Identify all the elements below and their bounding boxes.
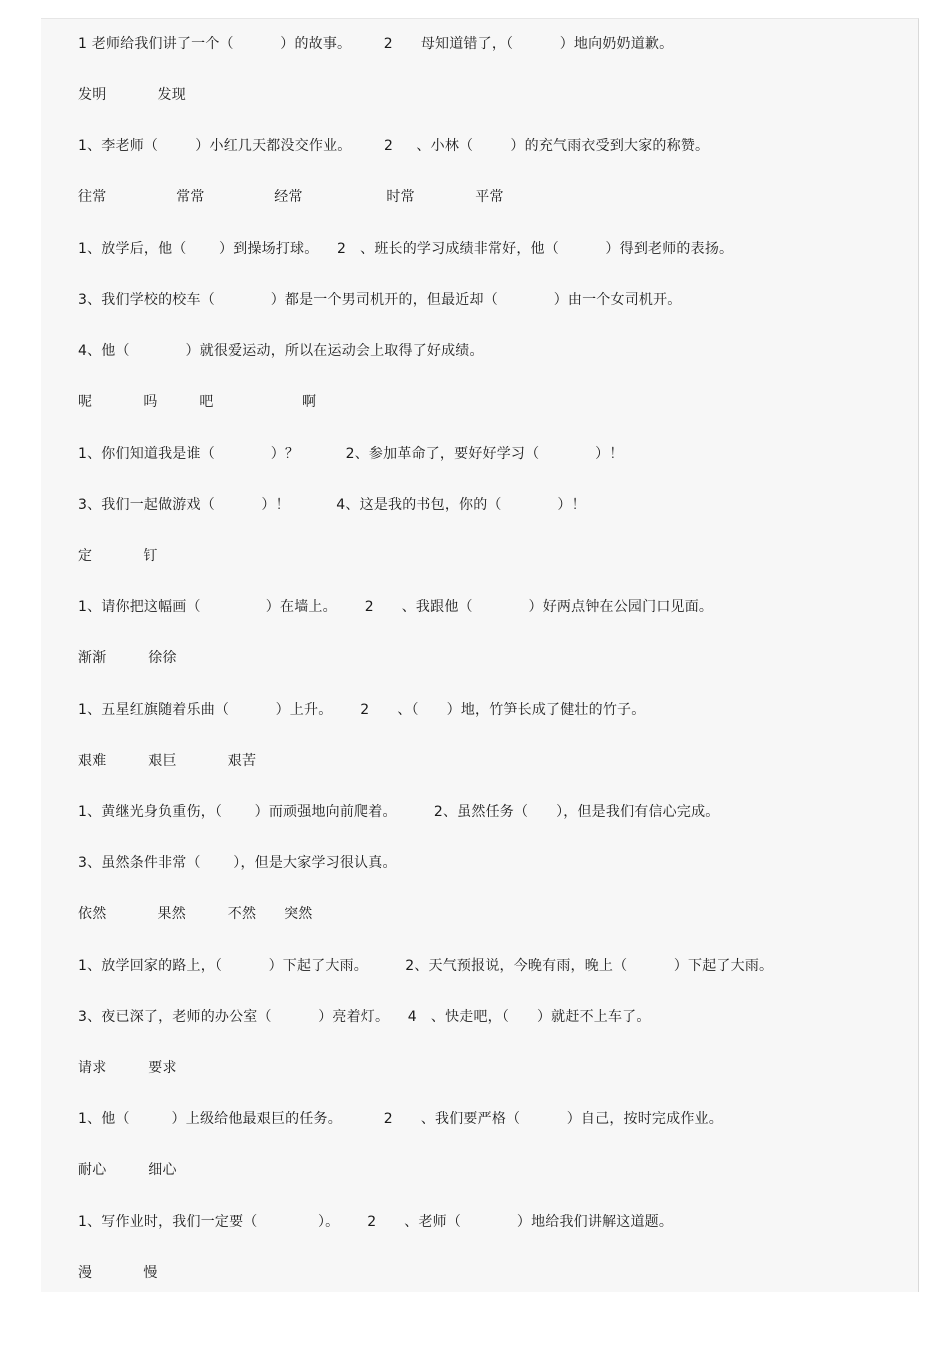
document-page xyxy=(41,18,919,1292)
text-line: 定 钉 xyxy=(78,548,158,564)
text-line: 艰难 艰巨 艰苦 xyxy=(78,753,257,769)
text-line: 呢 吗 吧 啊 xyxy=(78,394,317,410)
text-line: 漫 慢 xyxy=(78,1265,158,1281)
text-line: 耐心 细心 xyxy=(78,1162,177,1178)
text-line: 1、放学后，他（ ）到操场打球。 2 、班长的学习成绩非常好，他（ ）得到老师的表扬。 xyxy=(78,241,734,257)
text-line: 3、我们学校的校车（ ）都是一个男司机开的，但最近却（ ）由一个女司机开。 xyxy=(78,292,682,308)
text-line: 往常 常常 经常 时常 平常 xyxy=(78,189,504,205)
text-line: 发明 发现 xyxy=(78,87,186,103)
text-line: 请求 要求 xyxy=(78,1060,177,1076)
text-line: 1、黄继光身负重伤，（ ）而顽强地向前爬着。 2、虽然任务（ ），但是我们有信心完成。 xyxy=(78,804,720,820)
text-line: 渐渐 徐徐 xyxy=(78,650,177,666)
text-line: 依然 果然 不然 突然 xyxy=(78,906,313,922)
text-line: 1、写作业时，我们一定要（ ）。 2 、老师（ ）地给我们讲解这道题。 xyxy=(78,1214,674,1230)
text-line: 1 老师给我们讲了一个（ ）的故事。 2 母知道错了，（ ）地向奶奶道歉。 xyxy=(78,36,674,52)
text-line: 1、李老师（ ）小红几天都没交作业。 2 、小林（ ）的充气雨衣受到大家的称赞。 xyxy=(78,138,710,154)
text-line: 3、夜已深了，老师的办公室（ ）亮着灯。 4 、快走吧，（ ）就赶不上车了。 xyxy=(78,1009,651,1025)
text-line: 3、虽然条件非常（ ），但是大家学习很认真。 xyxy=(78,855,397,871)
text-line: 1、你们知道我是谁（ ）？ 2、参加革命了，要好好学习（ ）！ xyxy=(78,446,624,462)
text-line: 1、他（ ）上级给他最艰巨的任务。 2 、我们要严格（ ）自己，按时完成作业。 xyxy=(78,1111,723,1127)
text-line: 4、他（ ）就很爱运动，所以在运动会上取得了好成绩。 xyxy=(78,343,484,359)
text-line: 1、放学回家的路上，（ ）下起了大雨。 2、天气预报说，今晚有雨，晚上（ ）下起了大雨。 xyxy=(78,958,774,974)
text-line: 1、五星红旗随着乐曲（ ）上升。 2 、（ ）地，竹笋长成了健壮的竹子。 xyxy=(78,702,646,718)
text-line: 3、我们一起做游戏（ ）！ 4、这是我的书包，你的（ ）！ xyxy=(78,497,586,513)
text-line: 1、请你把这幅画（ ）在墙上。 2 、我跟他（ ）好两点钟在公园门口见面。 xyxy=(78,599,714,615)
